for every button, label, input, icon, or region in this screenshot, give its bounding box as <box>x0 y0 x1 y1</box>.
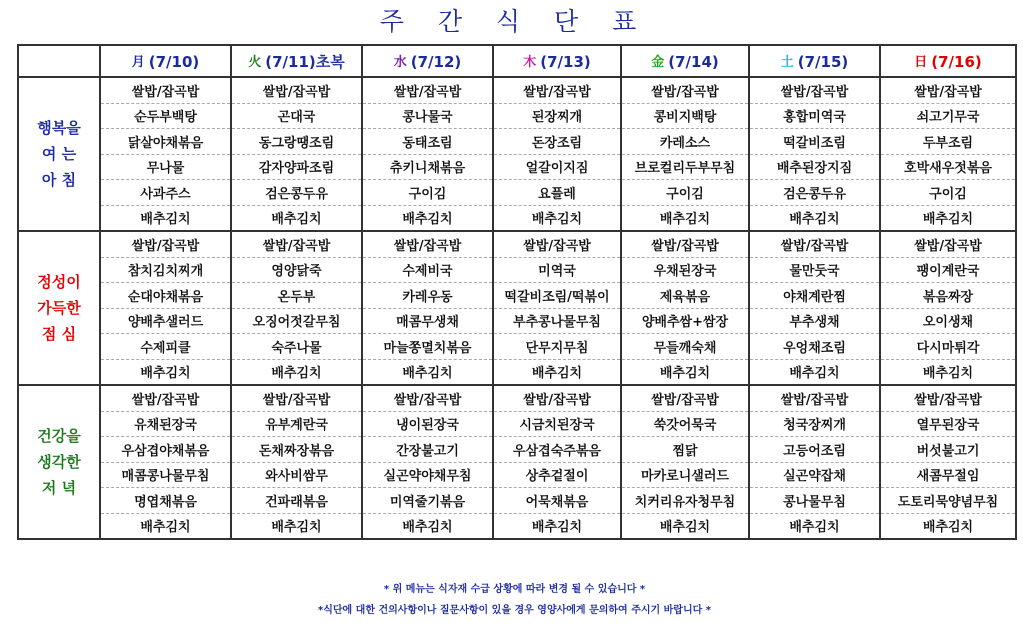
day-header <box>362 45 493 77</box>
menu-item: 우삼겹숙주볶음 <box>493 437 621 463</box>
menu-item: 상추겉절이 <box>493 462 621 488</box>
menu-item: 배추김치 <box>621 205 749 231</box>
day-header <box>493 45 621 77</box>
menu-item: 수제비국 <box>362 257 493 283</box>
menu-item: 우엉채조림 <box>749 334 880 360</box>
menu-item: 무들깨숙채 <box>621 334 749 360</box>
day-header-row <box>18 45 1016 77</box>
menu-item: 쌀밥/잡곡밥 <box>749 231 880 257</box>
menu-item: 배추김치 <box>749 359 880 385</box>
menu-row <box>18 462 1016 488</box>
menu-item: 쌀밥/잡곡밥 <box>362 77 493 103</box>
weekly-menu-table <box>17 44 1017 540</box>
weekday-icon: 火 <box>248 54 262 70</box>
menu-item: 쌀밥/잡곡밥 <box>231 385 362 411</box>
menu-item: 배추김치 <box>880 205 1016 231</box>
menu-item: 다시마튀각 <box>880 334 1016 360</box>
meal-label-line: 아 침 <box>41 171 77 189</box>
menu-item: 양배추쌈+쌈장 <box>621 308 749 334</box>
menu-item: 배추김치 <box>493 359 621 385</box>
menu-item: 된장찌개 <box>493 103 621 129</box>
menu-item: 유채된장국 <box>100 411 231 437</box>
menu-item: 팽이계란국 <box>880 257 1016 283</box>
menu-item: 배추김치 <box>880 359 1016 385</box>
menu-item: 요플레 <box>493 180 621 206</box>
menu-item: 명엽채볶음 <box>100 488 231 514</box>
menu-item: 배추김치 <box>231 205 362 231</box>
day-label: (7/10) <box>148 53 200 71</box>
menu-item: 돈채짜장볶음 <box>231 437 362 463</box>
menu-row <box>18 257 1016 283</box>
menu-row <box>18 205 1016 231</box>
menu-item: 간장불고기 <box>362 437 493 463</box>
menu-item: 쌀밥/잡곡밥 <box>362 385 493 411</box>
menu-item: 배추김치 <box>749 205 880 231</box>
menu-item: 배추김치 <box>880 513 1016 539</box>
menu-item: 우채된장국 <box>621 257 749 283</box>
menu-item: 검은콩두유 <box>231 180 362 206</box>
menu-item: 쌀밥/잡곡밥 <box>100 231 231 257</box>
menu-item: 쌀밥/잡곡밥 <box>493 385 621 411</box>
menu-item: 우삼겹야채볶음 <box>100 437 231 463</box>
menu-item: 쑥갓어묵국 <box>621 411 749 437</box>
menu-item: 배추된장지짐 <box>749 154 880 180</box>
meal-label <box>18 385 100 539</box>
menu-item: 수제피클 <box>100 334 231 360</box>
menu-item: 부추콩나물무침 <box>493 308 621 334</box>
menu-row <box>18 437 1016 463</box>
menu-item: 배추김치 <box>621 513 749 539</box>
menu-row <box>18 308 1016 334</box>
menu-row <box>18 385 1016 411</box>
menu-item: 순두부백탕 <box>100 103 231 129</box>
menu-item: 건파래볶음 <box>231 488 362 514</box>
menu-item: 배추김치 <box>362 359 493 385</box>
menu-item: 치커리유자청무침 <box>621 488 749 514</box>
menu-item: 냉이된장국 <box>362 411 493 437</box>
menu-item: 양배추샐러드 <box>100 308 231 334</box>
menu-item: 물만둣국 <box>749 257 880 283</box>
menu-item: 쌀밥/잡곡밥 <box>880 77 1016 103</box>
menu-item: 두부조림 <box>880 129 1016 155</box>
day-label: (7/13) <box>540 53 591 71</box>
menu-item: 쇠고기무국 <box>880 103 1016 129</box>
menu-item: 배추김치 <box>493 513 621 539</box>
menu-item: 구이김 <box>880 180 1016 206</box>
meal-label-line: 저 녁 <box>41 479 77 497</box>
day-label: (7/12) <box>410 53 462 71</box>
meal-label-line: 여 는 <box>41 145 77 163</box>
menu-item: 쌀밥/잡곡밥 <box>362 231 493 257</box>
menu-item: 새콤무절임 <box>880 462 1016 488</box>
menu-item: 쌀밥/잡곡밥 <box>231 77 362 103</box>
weekday-icon: 水 <box>393 55 407 70</box>
day-header <box>621 45 749 77</box>
menu-item: 쌀밥/잡곡밥 <box>749 385 880 411</box>
menu-item: 쌀밥/잡곡밥 <box>493 231 621 257</box>
menu-item: 제육볶음 <box>621 283 749 309</box>
menu-item: 쌀밥/잡곡밥 <box>621 385 749 411</box>
weekday-icon: 木 <box>523 55 537 70</box>
menu-item: 쌀밥/잡곡밥 <box>100 385 231 411</box>
menu-item: 오징어젓갈무침 <box>231 308 362 334</box>
menu-item: 쌀밥/잡곡밥 <box>880 385 1016 411</box>
meal-label-line: 점 심 <box>41 325 77 343</box>
menu-item: 배추김치 <box>231 513 362 539</box>
menu-row <box>18 488 1016 514</box>
day-header <box>231 45 362 77</box>
menu-item: 콩나물무침 <box>749 488 880 514</box>
meal-label-line: 건강을 <box>37 427 81 445</box>
menu-item: 유부계란국 <box>231 411 362 437</box>
menu-item: 돈장조림 <box>493 129 621 155</box>
meal-label-line: 정성이 <box>37 273 81 291</box>
menu-item: 콩나물국 <box>362 103 493 129</box>
menu-item: 마카로니샐러드 <box>621 462 749 488</box>
menu-item: 동그랑땡조림 <box>231 129 362 155</box>
menu-item: 버섯불고기 <box>880 437 1016 463</box>
day-header <box>100 45 231 77</box>
menu-item: 야채계란찜 <box>749 283 880 309</box>
page-title: 주 간 식 단 표 <box>379 7 650 36</box>
menu-row <box>18 129 1016 155</box>
menu-row <box>18 103 1016 129</box>
menu-item: 카레소스 <box>621 129 749 155</box>
meal-label-line: 행복을 <box>37 119 81 137</box>
menu-item: 볶음짜장 <box>880 283 1016 309</box>
menu-row <box>18 283 1016 309</box>
menu-item: 츄키니채볶음 <box>362 154 493 180</box>
menu-item: 고등어조림 <box>749 437 880 463</box>
menu-item: 무나물 <box>100 154 231 180</box>
menu-item: 찜닭 <box>621 437 749 463</box>
menu-item: 배추김치 <box>100 513 231 539</box>
menu-item: 배추김치 <box>362 513 493 539</box>
menu-item: 떡갈비조림/떡볶이 <box>493 283 621 309</box>
menu-item: 실곤약야채무침 <box>362 462 493 488</box>
menu-item: 브로컬리두부무침 <box>621 154 749 180</box>
weekday-icon: 金 <box>651 55 665 70</box>
menu-item: 쌀밥/잡곡밥 <box>231 231 362 257</box>
menu-item: 온두부 <box>231 283 362 309</box>
menu-item: 배추김치 <box>749 513 880 539</box>
menu-item: 영양닭죽 <box>231 257 362 283</box>
weekday-icon: 土 <box>780 55 794 70</box>
inquiry-note: *식단에 대한 건의사항이나 질문사항이 있을 경우 영양사에게 문의하여 주시기 바랍니다 * <box>317 605 712 616</box>
menu-item: 호박새우젓볶음 <box>880 154 1016 180</box>
menu-item: 콩비지백탕 <box>621 103 749 129</box>
menu-item: 닭살야채볶음 <box>100 129 231 155</box>
menu-item: 홍합미역국 <box>749 103 880 129</box>
menu-item: 쌀밥/잡곡밥 <box>749 77 880 103</box>
menu-item: 쌀밥/잡곡밥 <box>100 77 231 103</box>
menu-row <box>18 513 1016 539</box>
menu-item: 배추김치 <box>621 359 749 385</box>
menu-item: 와사비쌈무 <box>231 462 362 488</box>
menu-item: 단무지무침 <box>493 334 621 360</box>
menu-item: 배추김치 <box>100 205 231 231</box>
menu-row <box>18 231 1016 257</box>
menu-row <box>18 154 1016 180</box>
menu-row <box>18 359 1016 385</box>
menu-item: 도토리묵양념무침 <box>880 488 1016 514</box>
menu-item: 배추김치 <box>493 205 621 231</box>
menu-item: 사과주스 <box>100 180 231 206</box>
day-label: (7/15) <box>797 53 849 71</box>
day-label: (7/11)초복 <box>265 52 345 71</box>
menu-item: 시금치된장국 <box>493 411 621 437</box>
menu-item: 배추김치 <box>362 205 493 231</box>
menu-item: 오이생채 <box>880 308 1016 334</box>
menu-item: 쌀밥/잡곡밥 <box>621 231 749 257</box>
menu-item: 검은콩두유 <box>749 180 880 206</box>
menu-row <box>18 411 1016 437</box>
day-header <box>749 45 880 77</box>
menu-item: 순대야채볶음 <box>100 283 231 309</box>
menu-change-note: * 위 메뉴는 식자재 수급 상황에 따라 변경 될 수 있습니다 * <box>383 584 646 595</box>
menu-item: 부추생채 <box>749 308 880 334</box>
menu-item: 매콤무생채 <box>362 308 493 334</box>
weekday-icon: 日 <box>914 55 928 70</box>
menu-row <box>18 180 1016 206</box>
menu-item: 열무된장국 <box>880 411 1016 437</box>
meal-label-line: 가득한 <box>37 299 81 317</box>
menu-item: 감자양파조림 <box>231 154 362 180</box>
menu-item: 카레우동 <box>362 283 493 309</box>
menu-item: 배추김치 <box>231 359 362 385</box>
menu-item: 떡갈비조림 <box>749 129 880 155</box>
menu-item: 곤대국 <box>231 103 362 129</box>
menu-item: 쌀밥/잡곡밥 <box>493 77 621 103</box>
weekday-icon: 月 <box>131 55 145 70</box>
menu-item: 구이김 <box>362 180 493 206</box>
menu-item: 쌀밥/잡곡밥 <box>880 231 1016 257</box>
day-label: (7/14) <box>668 53 719 71</box>
menu-item: 참치김치찌개 <box>100 257 231 283</box>
menu-item: 실곤약잡채 <box>749 462 880 488</box>
menu-item: 미역국 <box>493 257 621 283</box>
menu-item: 쌀밥/잡곡밥 <box>621 77 749 103</box>
menu-item: 미역줄기볶음 <box>362 488 493 514</box>
menu-item: 매콤콩나물무침 <box>100 462 231 488</box>
menu-item: 마늘쫑멸치볶음 <box>362 334 493 360</box>
menu-item: 구이김 <box>621 180 749 206</box>
meal-label <box>18 231 100 385</box>
header-corner <box>18 45 100 77</box>
meal-label-line: 생각한 <box>37 453 81 471</box>
menu-item: 배추김치 <box>100 359 231 385</box>
menu-row <box>18 77 1016 103</box>
menu-item: 동태조림 <box>362 129 493 155</box>
menu-item: 청국장찌개 <box>749 411 880 437</box>
menu-item: 숙주나물 <box>231 334 362 360</box>
menu-item: 어묵채볶음 <box>493 488 621 514</box>
meal-label <box>18 77 100 231</box>
menu-item: 얼갈이지짐 <box>493 154 621 180</box>
day-label: (7/16) <box>931 53 982 71</box>
menu-row <box>18 334 1016 360</box>
day-header <box>880 45 1016 77</box>
